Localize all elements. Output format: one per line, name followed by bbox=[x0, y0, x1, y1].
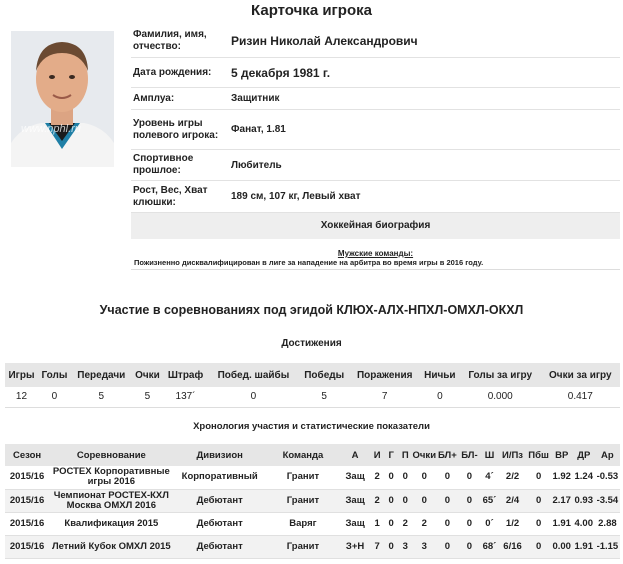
table-cell: Варяг bbox=[266, 512, 340, 535]
achievements-header-cell: Поражения bbox=[350, 363, 420, 387]
table-cell: Гранит bbox=[266, 466, 340, 489]
info-row-body bbox=[131, 181, 620, 213]
table-cell: 2 bbox=[412, 512, 436, 535]
table-cell: 1/2 bbox=[499, 512, 527, 535]
chronology-header-cell: БЛ+ bbox=[436, 444, 458, 466]
table-cell: 2 bbox=[370, 489, 384, 512]
table-cell: 2015/16 bbox=[5, 489, 49, 512]
achievements-value-cell: 5 bbox=[71, 387, 132, 407]
table-cell: 1.92 bbox=[551, 466, 573, 489]
table-cell: -1.15 bbox=[595, 535, 620, 558]
table-cell: 0 bbox=[436, 512, 458, 535]
info-label: Рост, Вес, Хват клюшки: bbox=[133, 184, 208, 208]
info-value: 189 см, 107 кг, Левый хват bbox=[231, 191, 361, 202]
chronology-header-cell: Команда bbox=[266, 444, 340, 466]
table-row bbox=[5, 466, 620, 489]
achievements-value-cell: 0 bbox=[38, 387, 71, 407]
table-cell: Дебютант bbox=[174, 489, 266, 512]
table-cell: 0 bbox=[458, 466, 480, 489]
achievements-value-cell: 0.000 bbox=[460, 387, 541, 407]
info-row-sport-past bbox=[131, 150, 620, 181]
table-cell: 0 bbox=[398, 466, 412, 489]
table-cell: 0.93 bbox=[573, 489, 595, 512]
achievements-table bbox=[5, 363, 620, 408]
table-cell: 1 bbox=[370, 512, 384, 535]
info-value: Защитник bbox=[231, 93, 280, 104]
table-cell: 2015/16 bbox=[5, 512, 49, 535]
table-cell: 0 bbox=[384, 489, 398, 512]
table-cell: 0.00 bbox=[551, 535, 573, 558]
table-cell: 0 bbox=[458, 489, 480, 512]
achievements-header-cell: Игры bbox=[5, 363, 38, 387]
chronology-header-cell: Ар bbox=[595, 444, 620, 466]
chronology-header-cell: БЛ- bbox=[458, 444, 480, 466]
achievements-value-cell: 5 bbox=[299, 387, 350, 407]
chronology-header-row bbox=[5, 444, 620, 466]
info-row-name bbox=[131, 25, 620, 58]
table-cell: 3 bbox=[398, 535, 412, 558]
table-cell: 1.91 bbox=[573, 535, 595, 558]
table-cell: 0 bbox=[527, 512, 551, 535]
chronology-header-cell: ДР bbox=[573, 444, 595, 466]
table-cell: 0 bbox=[384, 466, 398, 489]
table-cell: Корпоративный bbox=[174, 466, 266, 489]
table-cell: 0 bbox=[436, 489, 458, 512]
achievements-header-cell: Штраф bbox=[163, 363, 208, 387]
player-photo-image bbox=[11, 31, 114, 167]
achievements-value-cell: 137´ bbox=[163, 387, 208, 407]
table-cell: 4.00 bbox=[573, 512, 595, 535]
achievements-header-cell: Очки за игру bbox=[541, 363, 620, 387]
chronology-header-cell: ВР bbox=[551, 444, 573, 466]
table-cell: 68´ bbox=[480, 535, 498, 558]
chronology-header-cell: И/Пз bbox=[499, 444, 527, 466]
table-cell: 0´ bbox=[480, 512, 498, 535]
info-value: 5 декабря 1981 г. bbox=[231, 65, 331, 80]
table-row bbox=[5, 535, 620, 558]
info-row-birthdate bbox=[131, 58, 620, 88]
info-row-position bbox=[131, 88, 620, 110]
table-cell: 0 bbox=[527, 489, 551, 512]
table-cell: 2015/16 bbox=[5, 466, 49, 489]
info-row-level bbox=[131, 110, 620, 150]
chronology-header-cell: П bbox=[398, 444, 412, 466]
table-cell: 2015/16 bbox=[5, 535, 49, 558]
table-cell: 2 bbox=[370, 466, 384, 489]
achievements-header-cell: Передачи bbox=[71, 363, 132, 387]
chronology-table bbox=[5, 444, 620, 559]
table-cell: 4´ bbox=[480, 466, 498, 489]
table-cell: З+Н bbox=[340, 535, 370, 558]
table-cell: Чемпионат РОСТЕХ-КХЛ Москва ОМХЛ 2016 bbox=[49, 489, 173, 512]
watermark-text: www.nphl.ru bbox=[21, 123, 81, 135]
info-label: Дата рождения: bbox=[133, 66, 212, 78]
table-cell: Защ bbox=[340, 489, 370, 512]
chronology-title: Хронология участия и статистические показатели bbox=[193, 421, 430, 432]
info-value: Фанат, 1.81 bbox=[231, 124, 286, 135]
table-cell: Летний Кубок ОМХЛ 2015 bbox=[49, 535, 173, 558]
competitions-title: Участие в соревнованиях под эгидой КЛЮХ-АЛХ-НПХЛ-ОМХЛ-ОКХЛ bbox=[99, 303, 524, 317]
achievements-value-cell: 0 bbox=[208, 387, 299, 407]
achievements-title: Достижения bbox=[281, 338, 342, 349]
table-cell: Дебютант bbox=[174, 512, 266, 535]
bio-heading: Хоккейная биография bbox=[131, 213, 620, 239]
info-value: Любитель bbox=[231, 159, 282, 171]
table-cell: 2.88 bbox=[595, 512, 620, 535]
table-cell: 6/16 bbox=[499, 535, 527, 558]
info-label: Фамилия, имя, отчество: bbox=[133, 29, 207, 52]
chronology-header-cell: Сезон bbox=[5, 444, 49, 466]
achievements-value-cell: 12 bbox=[5, 387, 38, 407]
table-cell: 7 bbox=[370, 535, 384, 558]
info-value: Ризин Николай Александрович bbox=[231, 34, 418, 48]
table-cell: 0 bbox=[527, 535, 551, 558]
info-label: Уровень игры полевого игрока: bbox=[133, 117, 219, 141]
page-title: Карточка игрока bbox=[251, 2, 372, 19]
achievements-header-cell: Ничьи bbox=[420, 363, 460, 387]
table-cell: 0 bbox=[412, 466, 436, 489]
table-cell: Защ bbox=[340, 512, 370, 535]
achievements-value-cell: 0.417 bbox=[541, 387, 620, 407]
table-cell: Защ bbox=[340, 466, 370, 489]
achievements-value-cell: 7 bbox=[350, 387, 420, 407]
table-cell: 0 bbox=[398, 489, 412, 512]
table-cell: 0 bbox=[384, 535, 398, 558]
achievements-header-row bbox=[5, 363, 620, 387]
table-cell: 65´ bbox=[480, 489, 498, 512]
chronology-header-cell: Ш bbox=[480, 444, 498, 466]
info-label: Спортивное прошлое: bbox=[133, 153, 194, 176]
table-cell: 3 bbox=[412, 535, 436, 558]
table-row bbox=[5, 512, 620, 535]
table-cell: 0 bbox=[384, 512, 398, 535]
achievements-value-cell: 5 bbox=[132, 387, 163, 407]
table-cell: 2 bbox=[398, 512, 412, 535]
table-cell: 2/2 bbox=[499, 466, 527, 489]
achievements-header-cell: Очки bbox=[132, 363, 163, 387]
chronology-header-cell: А bbox=[340, 444, 370, 466]
achievements-value-cell: 0 bbox=[420, 387, 460, 407]
achievements-header-cell: Голы bbox=[38, 363, 71, 387]
table-cell: 0 bbox=[458, 535, 480, 558]
table-cell: 2.17 bbox=[551, 489, 573, 512]
table-cell: 1.91 bbox=[551, 512, 573, 535]
table-cell: 0 bbox=[436, 535, 458, 558]
achievements-header-cell: Голы за игру bbox=[460, 363, 541, 387]
table-cell: РОСТЕХ Корпоративные игры 2016 bbox=[49, 466, 173, 489]
table-cell: Гранит bbox=[266, 535, 340, 558]
table-row bbox=[5, 489, 620, 512]
chronology-header-cell: Дивизион bbox=[174, 444, 266, 466]
achievements-header-cell: Победы bbox=[299, 363, 350, 387]
table-cell: 2/4 bbox=[499, 489, 527, 512]
table-cell: -3.54 bbox=[595, 489, 620, 512]
achievements-value-row bbox=[5, 387, 620, 407]
table-cell: Дебютант bbox=[174, 535, 266, 558]
chronology-header-cell: Соревнование bbox=[49, 444, 173, 466]
bio-text: Пожизненно дисквалифицирован в лиге за нападение на арбитра во время игры в 2016 году. bbox=[134, 258, 484, 267]
table-cell: 0 bbox=[436, 466, 458, 489]
player-photo bbox=[11, 31, 114, 167]
table-cell: 0 bbox=[527, 466, 551, 489]
table-cell: -0.53 bbox=[595, 466, 620, 489]
table-cell: Гранит bbox=[266, 489, 340, 512]
table-cell: 1.24 bbox=[573, 466, 595, 489]
table-cell: 0 bbox=[458, 512, 480, 535]
table-cell: Квалификация 2015 bbox=[49, 512, 173, 535]
divider bbox=[131, 269, 620, 270]
chronology-header-cell: Г bbox=[384, 444, 398, 466]
chronology-header-cell: И bbox=[370, 444, 384, 466]
chronology-header-cell: Очки bbox=[412, 444, 436, 466]
bio-subheading: Мужские команды: bbox=[337, 249, 414, 258]
table-cell: 0 bbox=[412, 489, 436, 512]
achievements-header-cell: Побед. шайбы bbox=[208, 363, 299, 387]
info-label: Амплуа: bbox=[133, 92, 175, 104]
chronology-header-cell: Пбш bbox=[527, 444, 551, 466]
player-info-table bbox=[131, 25, 620, 213]
